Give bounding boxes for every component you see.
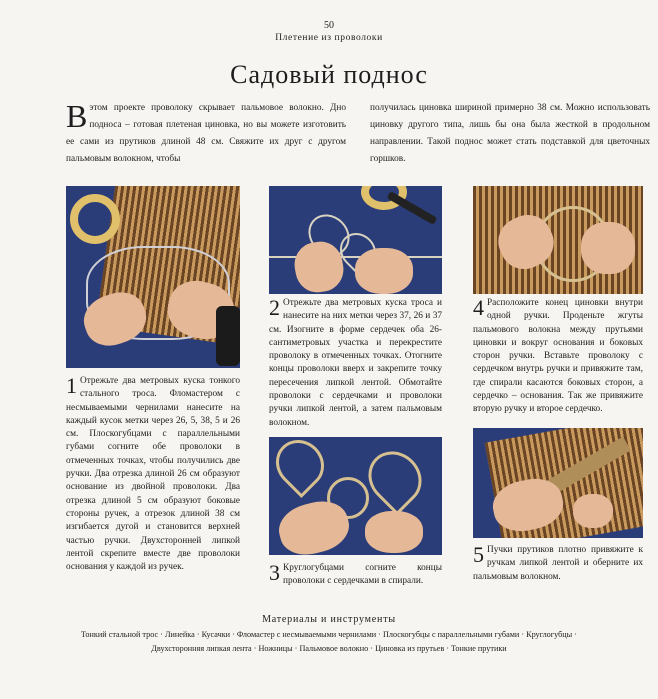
step-description: Отрежьте два метровых куска тонкого стального троса. Фломастером с несмываемыми чернилами нанесите на каждый кусок метки через 26, 5, 38, 5 и 26 см. Плоскогубцами с параллельными губами согните обе проволоки в отмеченных точках, чтобы получились две ручки. Два отрезка длиной 26 см образуют основание из двойной проволоки. Два отрезка длиной 5 см образуют боковые стороны ручек, а отрезок длиной 38 см изгибается дугой и становится верхней частью ручки. Двухсторонней липкой лентой скрепите вместе две проволоки основания у каждой из ручек. bbox=[66, 376, 240, 573]
step-3-photo bbox=[269, 437, 442, 555]
step-3-text bbox=[269, 562, 442, 589]
intro-left-column bbox=[66, 100, 346, 168]
page-number: 50 bbox=[324, 20, 334, 31]
step-4-photo bbox=[473, 186, 643, 294]
step-description: Отрежьте два метровых куска троса и нанесите на них метки через 37, 26 и 37 см. Изогните в форме сердечек оба 26-сантиметровых участка и перекрестите проволоку в отмеченных точках. Отогните концы проволоки вверх и закрепите точку пересечения липкой лентой. Обмотайте проволоки с сердечками и проволоки ручки липкой лентой, а затем пальмовым волокном. bbox=[269, 298, 442, 428]
step-number: 4 bbox=[473, 295, 484, 320]
step-1-photo bbox=[66, 186, 240, 368]
drop-cap: В bbox=[66, 98, 88, 134]
materials-list: Тонкий стальной трос · Линейка · Кусачки · Фломастер с несмываемыми чернилами · Плоскогубцы с параллельными губами · Круглогубцы · Двухсторонняя липкая лента · Ножницы · Пальмовое волокно · Циновка из прутьев · Тонкие прутики bbox=[81, 630, 577, 653]
materials-title: Материалы и инструменты bbox=[262, 614, 396, 625]
step-number: 3 bbox=[269, 560, 280, 585]
section-header: Плетение из проволоки bbox=[275, 33, 383, 43]
step-2-photo bbox=[269, 186, 442, 294]
step-2-text bbox=[269, 297, 442, 430]
step-number: 2 bbox=[269, 295, 280, 320]
intro-right-column: получилась циновка шириной примерно 38 см. Можно использовать циновку другого типа, лишь бы она была жесткой в продольном направлении. Такой поднос может стать подставкой для цветочных горшков. bbox=[370, 103, 650, 164]
step-4-text bbox=[473, 297, 643, 417]
step-description: Круглогубцами согните концы проволоки с сердечками в спирали. bbox=[283, 563, 442, 587]
step-1-text bbox=[66, 375, 240, 574]
step-5-text bbox=[473, 544, 643, 584]
step-description: Расположите конец циновки внутри одной ручки. Проденьте жгуты пальмового волокна между прутьями циновки и вокруг основания и боковых сторон ручки. Вставьте проволоку с сердечком внутрь ручки и привяжите там, где спирали касаются боковых сторон, а сердечко – основания. Так же привяжите вторую ручку и второе сердечко. bbox=[473, 298, 643, 415]
step-number: 5 bbox=[473, 542, 484, 567]
step-description: Пучки прутиков плотно привяжите к ручкам липкой лентой и оберните их пальмовым волокном. bbox=[473, 545, 643, 582]
step-number: 1 bbox=[66, 373, 77, 398]
step-5-photo bbox=[473, 428, 643, 538]
intro-left-text: этом проекте проволоку скрывает пальмовое волокно. Дно подноса – готовая плетеная циновка, но вы можете изготовить ее сами из прутиков длиной 48 см. Свяжите их друг с другом пальмовым волокном, чтобы bbox=[66, 103, 346, 164]
article-title: Садовый поднос bbox=[230, 60, 428, 89]
